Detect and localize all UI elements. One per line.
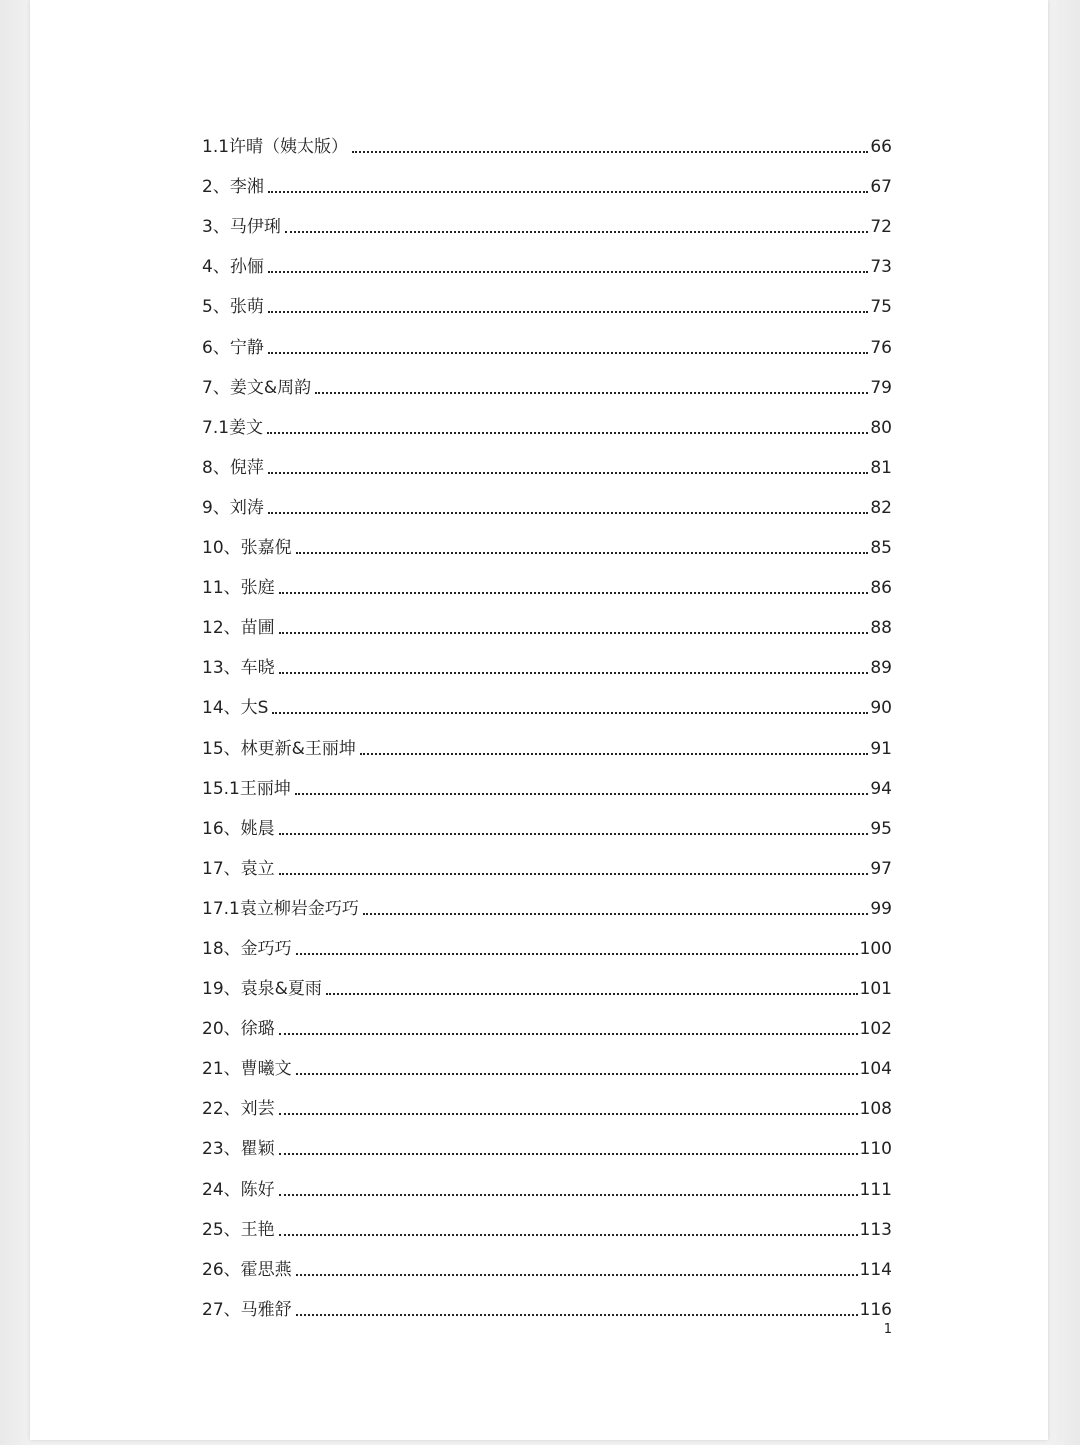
toc-entry[interactable] (202, 198, 892, 238)
toc-entry[interactable] (202, 1241, 892, 1281)
toc-dot-leader (279, 591, 869, 594)
toc-entry[interactable] (202, 559, 892, 599)
toc-dot-leader (268, 190, 869, 193)
toc-dot-leader (279, 1032, 858, 1035)
toc-entry[interactable] (202, 639, 892, 679)
toc-entry-label: 25、王艳 (202, 1219, 275, 1240)
toc-entry[interactable] (202, 1281, 892, 1321)
toc-dot-leader (279, 1193, 858, 1196)
toc-dot-leader (296, 1273, 858, 1276)
toc-entry-page-number: 79 (870, 377, 892, 398)
toc-entry[interactable] (202, 1080, 892, 1120)
toc-dot-leader (268, 310, 869, 313)
toc-entry[interactable] (202, 719, 892, 759)
toc-dot-leader (326, 992, 858, 995)
toc-entry-page-number: 108 (859, 1099, 892, 1120)
toc-entry-page-number: 82 (870, 497, 892, 518)
toc-entry-page-number: 116 (859, 1299, 892, 1320)
toc-entry[interactable] (202, 800, 892, 840)
toc-entry-label: 4、孙俪 (202, 257, 264, 278)
toc-dot-leader (315, 391, 868, 394)
toc-entry-page-number: 90 (870, 698, 892, 719)
toc-entry-label: 7、姜文&周韵 (202, 377, 312, 398)
toc-dot-leader (268, 351, 869, 354)
toc-entry[interactable] (202, 960, 892, 1000)
toc-entry[interactable] (202, 278, 892, 318)
toc-entry-page-number: 85 (870, 538, 892, 559)
toc-entry-label: 10、张嘉倪 (202, 538, 292, 559)
toc-entry-label: 19、袁泉&夏雨 (202, 979, 322, 1000)
toc-dot-leader (272, 711, 868, 714)
toc-entry-page-number: 97 (870, 858, 892, 879)
toc-entry-label: 13、车晓 (202, 658, 275, 679)
toc-entry[interactable] (202, 359, 892, 399)
toc-entry-page-number: 81 (870, 457, 892, 478)
toc-entry-label: 16、姚晨 (202, 818, 275, 839)
toc-entry-label: 11、张庭 (202, 578, 275, 599)
toc-entry-label: 15.1王丽坤 (202, 778, 291, 799)
toc-entry-label: 2、李湘 (202, 177, 264, 198)
toc-dot-leader (267, 431, 868, 434)
toc-entry[interactable] (202, 1000, 892, 1040)
toc-dot-leader (360, 752, 868, 755)
toc-entry-page-number: 113 (859, 1219, 892, 1240)
toc-dot-leader (268, 511, 869, 514)
toc-entry[interactable] (202, 599, 892, 639)
toc-entry-page-number: 95 (870, 818, 892, 839)
toc-dot-leader (268, 270, 869, 273)
toc-entry-page-number: 89 (870, 658, 892, 679)
toc-entry-page-number: 67 (870, 177, 892, 198)
toc-entry-page-number: 76 (870, 337, 892, 358)
toc-entry[interactable] (202, 439, 892, 479)
toc-entry[interactable] (202, 760, 892, 800)
toc-entry-page-number: 101 (859, 979, 892, 1000)
toc-dot-leader (285, 230, 869, 233)
toc-dot-leader (279, 631, 869, 634)
toc-entry-label: 22、刘芸 (202, 1099, 275, 1120)
toc-entry-page-number: 73 (870, 257, 892, 278)
toc-entry-label: 26、霍思燕 (202, 1259, 292, 1280)
toc-dot-leader (296, 1313, 858, 1316)
document-page (30, 0, 1048, 1440)
toc-entry-page-number: 110 (859, 1139, 892, 1160)
toc-entry-label: 1.1许晴（姨太版） (202, 137, 349, 158)
toc-entry-label: 17、袁立 (202, 858, 275, 879)
toc-entry[interactable] (202, 238, 892, 278)
toc-entry[interactable] (202, 158, 892, 198)
toc-entry-page-number: 102 (859, 1019, 892, 1040)
toc-entry[interactable] (202, 679, 892, 719)
toc-entry[interactable] (202, 1201, 892, 1241)
toc-dot-leader (279, 872, 869, 875)
toc-entry-page-number: 100 (859, 938, 892, 959)
toc-entry[interactable] (202, 920, 892, 960)
toc-entry-label: 12、苗圃 (202, 618, 275, 639)
toc-entry-label: 6、宁静 (202, 337, 264, 358)
toc-entry-label: 14、大S (202, 698, 269, 719)
toc-entry[interactable] (202, 318, 892, 358)
toc-entry-label: 23、瞿颖 (202, 1139, 275, 1160)
toc-entry-label: 18、金巧巧 (202, 938, 292, 959)
toc-entry-label: 7.1姜文 (202, 417, 264, 438)
toc-entry-label: 21、曹曦文 (202, 1059, 292, 1080)
toc-entry-page-number: 75 (870, 297, 892, 318)
toc-dot-leader (296, 952, 858, 955)
toc-entry-page-number: 80 (870, 417, 892, 438)
toc-entry-label: 9、刘涛 (202, 497, 264, 518)
toc-dot-leader (279, 671, 869, 674)
toc-entry-page-number: 104 (859, 1059, 892, 1080)
toc-entry-label: 20、徐璐 (202, 1019, 275, 1040)
toc-dot-leader (279, 1112, 858, 1115)
toc-entry-page-number: 88 (870, 618, 892, 639)
toc-dot-leader (268, 471, 869, 474)
toc-entry-page-number: 99 (870, 898, 892, 919)
toc-entry[interactable] (202, 479, 892, 519)
toc-entry-label: 5、张萌 (202, 297, 264, 318)
toc-entry[interactable] (202, 1120, 892, 1160)
toc-dot-leader (295, 792, 869, 795)
toc-entry[interactable] (202, 399, 892, 439)
toc-entry-label: 24、陈好 (202, 1179, 275, 1200)
toc-entry-label: 27、马雅舒 (202, 1299, 292, 1320)
toc-entry[interactable] (202, 1160, 892, 1200)
toc-entry-page-number: 114 (859, 1259, 892, 1280)
toc-entry-label: 8、倪萍 (202, 457, 264, 478)
toc-entry[interactable] (202, 1040, 892, 1080)
toc-entry-page-number: 94 (870, 778, 892, 799)
toc-entry[interactable] (202, 118, 892, 158)
toc-dot-leader (279, 1152, 858, 1155)
toc-entry-page-number: 86 (870, 578, 892, 599)
table-of-contents (202, 118, 892, 1321)
toc-entry-page-number: 72 (870, 217, 892, 238)
toc-entry-page-number: 111 (859, 1179, 892, 1200)
toc-entry[interactable] (202, 840, 892, 880)
toc-entry-label: 3、马伊琍 (202, 217, 281, 238)
toc-dot-leader (279, 1233, 858, 1236)
toc-entry-label: 17.1袁立柳岩金巧巧 (202, 898, 359, 919)
toc-dot-leader (363, 912, 869, 915)
toc-dot-leader (296, 1072, 858, 1075)
toc-entry-page-number: 91 (870, 738, 892, 759)
toc-dot-leader (296, 551, 869, 554)
toc-dot-leader (352, 150, 868, 153)
page-number: 1 (883, 1322, 892, 1337)
toc-entry[interactable] (202, 519, 892, 559)
toc-entry-page-number: 66 (870, 137, 892, 158)
toc-dot-leader (279, 832, 869, 835)
toc-entry-label: 15、林更新&王丽坤 (202, 738, 356, 759)
toc-entry[interactable] (202, 880, 892, 920)
